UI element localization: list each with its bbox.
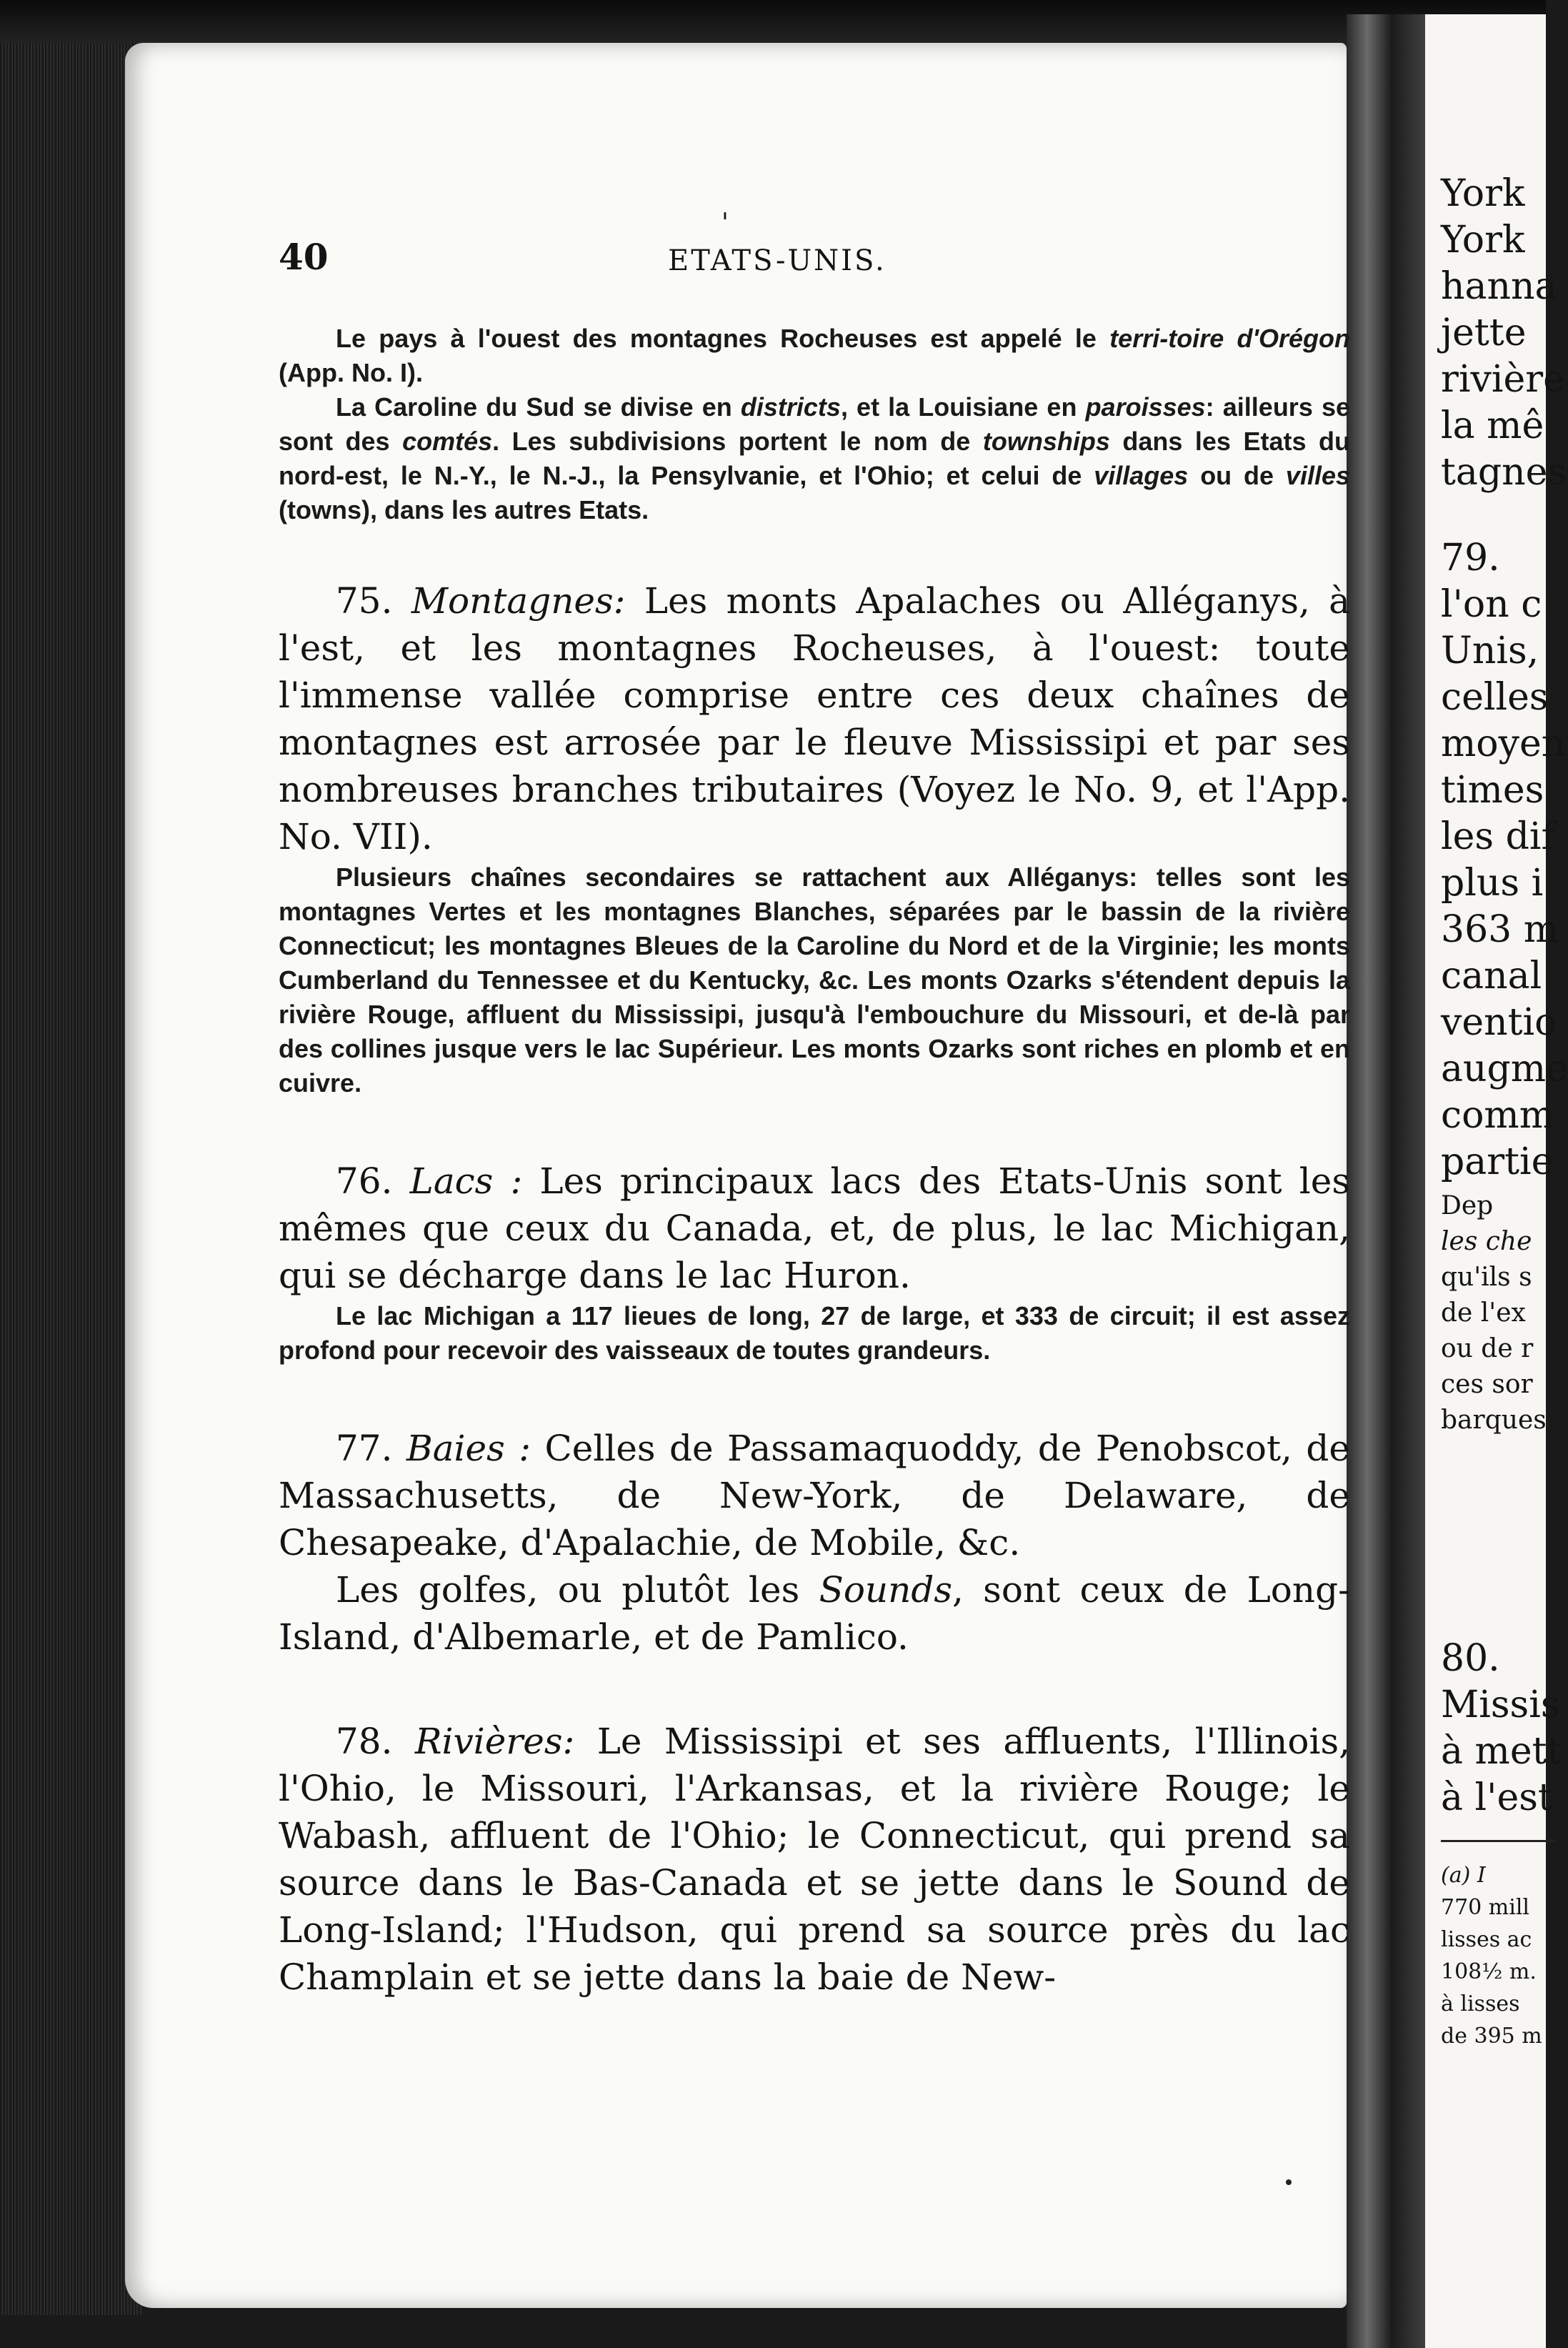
intro-text: (App. No. I).: [279, 358, 423, 387]
facing-line: 79.: [1441, 537, 1500, 579]
facing-line: la mê: [1441, 404, 1544, 447]
facing-line: plus i: [1441, 862, 1544, 905]
book-fore-edge: [0, 43, 143, 2315]
intro-italic: villes: [1285, 461, 1350, 490]
facing-line: 770 mill: [1441, 1895, 1530, 1920]
facing-line: les che: [1441, 1227, 1532, 1256]
facing-line: à lisses: [1441, 1991, 1520, 2016]
facing-line: York: [1441, 172, 1525, 215]
running-head: ETATS-UNIS.: [668, 244, 887, 277]
section-75-note: Plusieurs chaînes secondaires se rattachent aux Alléganys: telles sont les montagnes Vertes et les montagnes Blanches, séparées par le bassin de la rivière Connecticut; les montagnes Bleues de la Caroline du Nord et de la Virginie; les monts Cumberland du Tennessee et du Kentucky, &c. Les monts Ozarks s'étendent depuis la rivière Rouge, affluent du Mississipi, jusqu'à l'embouchure du Missouri, et de-là par des collines jusque vers le lac Supérieur. Les monts Ozarks sont riches en plomb et en cuivre.: [279, 862, 1350, 1098]
facing-line: rivière: [1441, 358, 1565, 401]
header-mark: ': [721, 209, 729, 238]
intro-text: Le pays à l'ouest des montagnes Rocheuses est appelé le: [336, 324, 1110, 353]
section-text: Les principaux lacs des Etats-Unis sont les mêmes que ceux du Canada, et, de plus, le lac Michigan, qui se décharge dans le lac Huron.: [279, 1160, 1351, 1296]
ink-dot: [1286, 2179, 1292, 2185]
section-title: Montagnes:: [411, 580, 626, 622]
intro-text: : ailleurs se sont des: [279, 392, 1350, 456]
section-italic: Sounds: [819, 1569, 952, 1611]
intro-paragraph-2: [279, 390, 1350, 527]
facing-line: de l'ex: [1441, 1298, 1526, 1328]
section-76-note: Le lac Michigan a 117 lieues de long, 27 de large, et 333 de circuit; il est assez profond pour recevoir des vaisseaux de toutes grandeurs.: [279, 1301, 1350, 1365]
section-77: [279, 1425, 1350, 1566]
intro-text: dans les Etats du nord-est, le N.-Y., le N.-J., la Pensylvanie, et l'Ohio; et celui de: [279, 427, 1350, 490]
page-header: [279, 209, 1350, 286]
facing-line: lisses ac: [1441, 1927, 1532, 1952]
facing-line: moyen: [1441, 722, 1566, 765]
book-gutter: [1347, 14, 1429, 2348]
facing-line: 108½ m.: [1441, 1959, 1537, 1984]
section-77-gulfs: [279, 1566, 1350, 1661]
section-text: , sont ceux de Long-Island, d'Albemarle, et de Pamlico.: [279, 1569, 1351, 1658]
facing-line: ventio: [1441, 1001, 1557, 1044]
intro-italic: comtés: [402, 427, 493, 456]
section-text: Celles de Passamaquoddy, de Penobscot, de Massachusetts, de New-York, de Delaware, de Chesapeake, d'Apalachie, de Mobile, &c.: [279, 1428, 1350, 1563]
section-number: 75.: [336, 580, 411, 622]
facing-line: times: [1441, 769, 1544, 812]
intro-paragraph-1: [279, 322, 1350, 390]
section-title: Rivières:: [414, 1721, 575, 1762]
facing-line: l'on c: [1441, 583, 1542, 626]
section-title: Baies :: [406, 1428, 531, 1469]
facing-page-fragment: [1425, 14, 1568, 2348]
facing-line: ou de r: [1441, 1334, 1534, 1363]
facing-line: ces sor: [1441, 1370, 1533, 1399]
page-content: [279, 209, 1351, 2001]
section-75: [279, 577, 1350, 860]
intro-italic: districts: [740, 392, 841, 422]
section-text: Le Mississipi et ses affluents, l'Illinois, l'Ohio, le Missouri, l'Arkansas, et la rivière Rouge; le Wabash, affluent de l'Ohio; le Connecticut, qui prend sa source dans le Bas-Canada et se jette dans le Sound de Long-Island; l'Hudson, qui prend sa source près du lac Champlain et se jette dans la baie de New-: [279, 1721, 1350, 1998]
section-78: [279, 1718, 1350, 2001]
intro-italic: villages: [1094, 461, 1189, 490]
section-76: [279, 1158, 1350, 1299]
facing-line: augme: [1441, 1048, 1568, 1090]
footnote-rule: [1441, 1840, 1555, 1842]
section-number: 77.: [336, 1428, 406, 1469]
intro-italic: paroisses: [1085, 392, 1206, 422]
section-number: 76.: [336, 1160, 410, 1202]
section-text: Les monts Apalaches ou Alléganys, à l'est, et les montagnes Rocheuses, à l'ouest: toute l'immense vallée comprise entre ces deux chaînes de montagnes est arrosée par le fleuve Mississipi et par ses nombreuses branches tributaires (Voyez le No. 9, et l'App. No. VII).: [279, 580, 1350, 857]
facing-line: 80.: [1441, 1637, 1500, 1680]
facing-line: Missis: [1441, 1683, 1560, 1726]
facing-line: qu'ils s: [1441, 1263, 1532, 1292]
facing-line: Dep: [1441, 1191, 1494, 1220]
facing-line: à mett: [1441, 1730, 1562, 1773]
facing-line: jette: [1441, 312, 1527, 354]
facing-line: partie: [1441, 1140, 1554, 1183]
intro-text: La Caroline du Sud se divise en: [336, 392, 741, 422]
facing-line: tagnes: [1441, 451, 1567, 494]
page-number: 40: [279, 236, 329, 278]
facing-line: Unis,: [1441, 630, 1539, 672]
intro-text: . Les subdivisions portent le nom de: [492, 427, 983, 456]
section-number: 78.: [336, 1721, 415, 1762]
facing-line: hanna: [1441, 265, 1557, 308]
facing-line: à l'est: [1441, 1776, 1553, 1819]
facing-line: canal: [1441, 955, 1542, 998]
section-title: Lacs :: [409, 1160, 523, 1202]
facing-line: York: [1441, 219, 1525, 262]
facing-line: (a) I: [1441, 1863, 1486, 1888]
section-text: Les golfes, ou plutôt les: [336, 1569, 819, 1611]
facing-line: 363 m: [1441, 908, 1559, 951]
facing-line: les dif: [1441, 815, 1555, 858]
facing-line: comm: [1441, 1094, 1555, 1137]
intro-italic: terri-toire d'Orégon: [1109, 324, 1351, 353]
intro-text: , et la Louisiane en: [840, 392, 1086, 422]
intro-text: ou de: [1188, 461, 1286, 490]
facing-line: de 395 m: [1441, 2024, 1542, 2049]
facing-line: barques: [1441, 1406, 1547, 1435]
intro-italic: townships: [982, 427, 1110, 456]
facing-line: celles: [1441, 676, 1549, 719]
intro-text: (towns), dans les autres Etats.: [279, 495, 649, 524]
